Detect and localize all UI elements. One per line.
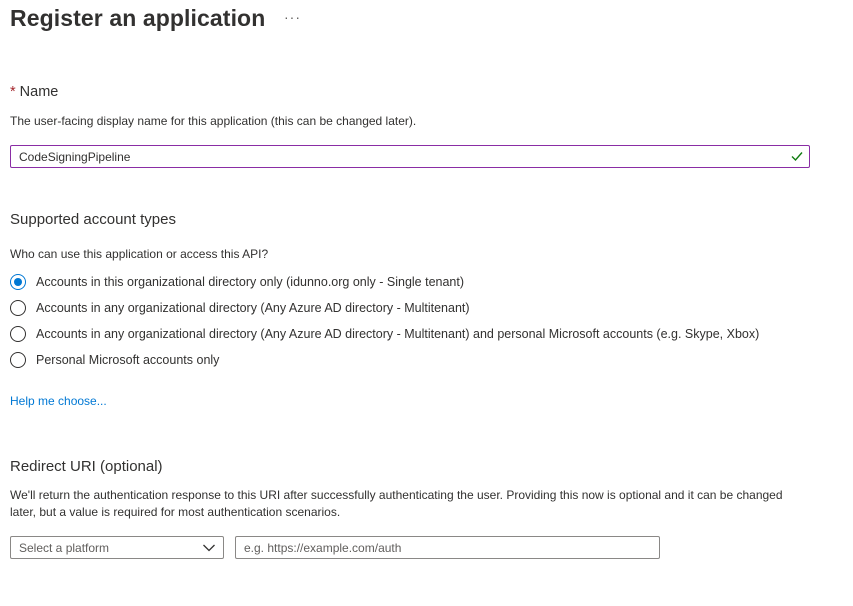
account-type-option-single-tenant[interactable] — [10, 272, 464, 292]
radio-button[interactable] — [10, 326, 26, 342]
radio-button[interactable] — [10, 300, 26, 316]
platform-select[interactable] — [10, 536, 224, 559]
redirect-uri-title: Redirect URI (optional) — [10, 458, 163, 475]
radio-label: Accounts in any organizational directory (Any Azure AD directory - Multitenant) and personal Microsoft accounts (e.g. Skype, Xbox) — [36, 327, 760, 341]
chevron-down-icon — [202, 542, 216, 554]
checkmark-icon — [790, 149, 804, 163]
account-types-title: Supported account types — [10, 211, 176, 228]
redirect-uri-input[interactable] — [235, 536, 660, 559]
radio-label: Accounts in this organizational directory only (idunno.org only - Single tenant) — [36, 275, 465, 289]
name-input[interactable] — [10, 145, 810, 168]
radio-label: Accounts in any organizational directory (Any Azure AD directory - Multitenant) — [36, 301, 470, 315]
platform-select-value: Select a platform — [19, 541, 110, 555]
account-type-option-multitenant[interactable] — [10, 298, 470, 318]
redirect-uri-description: We'll return the authentication response to this URI after successfully authenticating the user. Providing this now is optional and it can be changed later, but a value is required for most authentication scenarios. — [10, 488, 783, 519]
account-type-option-personal-only[interactable] — [10, 350, 219, 370]
name-label — [10, 84, 58, 100]
radio-label: Personal Microsoft accounts only — [36, 353, 220, 367]
name-description: The user-facing display name for this application (this can be changed later). — [10, 114, 417, 128]
name-label-text: Name — [19, 84, 59, 100]
help-me-choose-link[interactable]: Help me choose... — [10, 394, 107, 408]
radio-button[interactable] — [10, 352, 26, 368]
more-options-icon[interactable]: ··· — [284, 9, 301, 25]
page-title: Register an application — [10, 5, 266, 31]
required-marker: * — [10, 84, 16, 100]
account-type-option-multitenant-personal[interactable] — [10, 324, 759, 344]
radio-button-selected[interactable] — [10, 274, 26, 290]
account-types-question: Who can use this application or access this API? — [10, 247, 269, 261]
